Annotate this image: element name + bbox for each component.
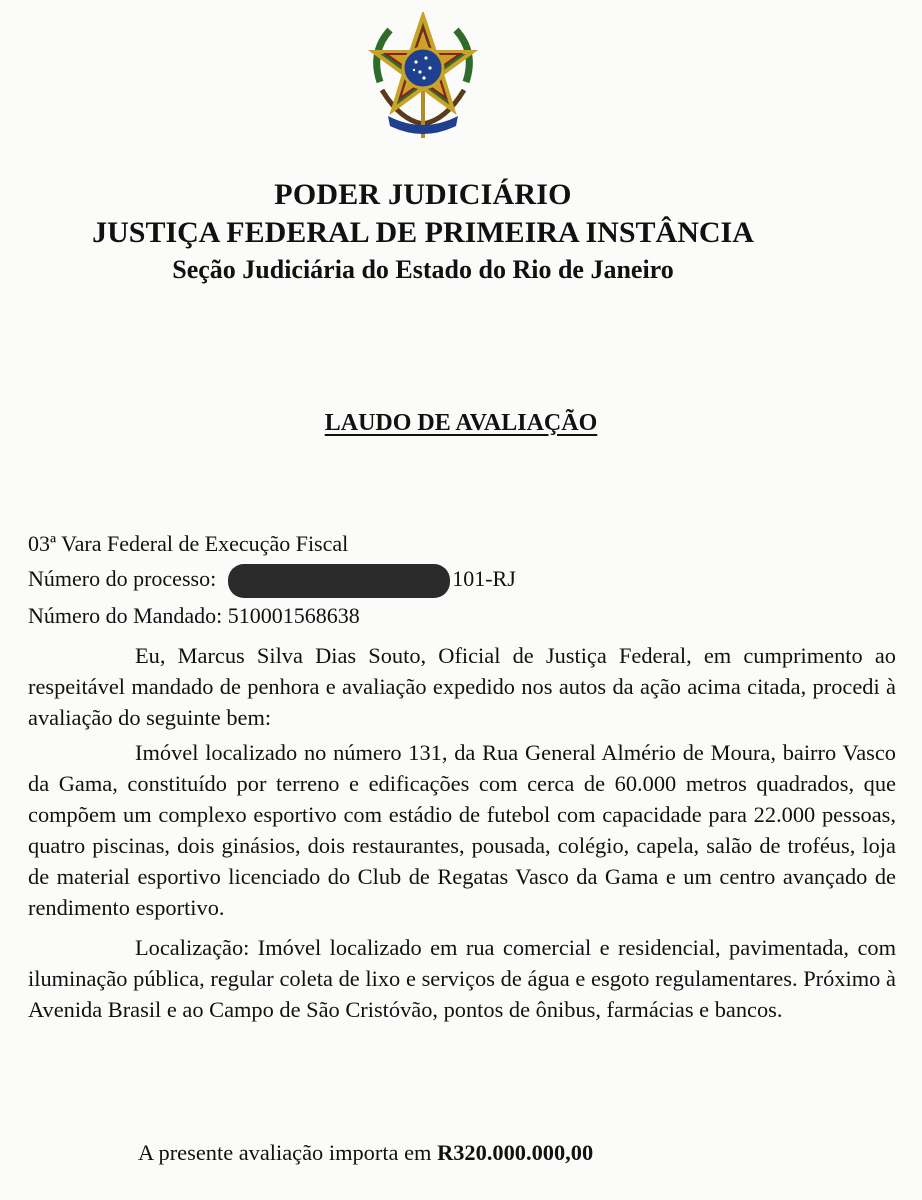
header-line-1: PODER JUDICIÁRIO [274,178,572,211]
header-line-3: Seção Judiciária do Estado do Rio de Janeiro [172,255,674,284]
process-number-label: Número do processo: [28,566,217,591]
case-details [28,526,516,633]
court-line: 03ª Vara Federal de Execução Fiscal [28,531,349,556]
paragraph-intro: Eu, Marcus Silva Dias Souto, Oficial de Justiça Federal, em cumprimento ao respeitável mandado de penhora e avaliação expedido nos autos da ação acima citada, procedi à avaliação do seguinte bem: [28,643,896,730]
valuation-prefix: A presente avaliação importa em [138,1140,432,1165]
document-header [0,176,846,288]
process-number-suffix: 101-RJ [452,566,516,591]
valuation-amount: R320.000.000,00 [437,1140,594,1165]
redaction-block [228,564,450,598]
document-title: LAUDO DE AVALIAÇÃO [324,410,598,436]
header-line-2: JUSTIÇA FEDERAL DE PRIMEIRA INSTÂNCIA [92,216,754,249]
process-number-line [28,561,516,598]
brazil-coat-of-arms-icon [360,12,486,140]
paragraph-property: Imóvel localizado no número 131, da Rua General Almério de Moura, bairro Vasco da Gama, constituído por terreno e edificações com cerca de 60.000 metros quadrados, que compõem um complexo esportivo com estádio de futebol com capacidade para 22.000 pessoas, quatro piscinas, dois ginásios, dois restaurantes, pousada, colégio, capela, salão de troféus, loja de material esportivo licenciado do Club de Regatas Vasco da Gama e um centro avançado de rendimento esportivo. [28,740,896,920]
valuation-line [138,1140,593,1166]
warrant-number-line: Número do Mandado: 510001568638 [28,602,360,628]
document-body [28,640,896,1025]
paragraph-location: Localização: Imóvel localizado em rua comercial e residencial, pavimentada, com iluminação pública, regular coleta de lixo e serviços de água e esgoto regulamentares. Próximo à Avenida Brasil e ao Campo de São Cristóvão, pontos de ônibus, farmácias e bancos. [28,935,896,1022]
